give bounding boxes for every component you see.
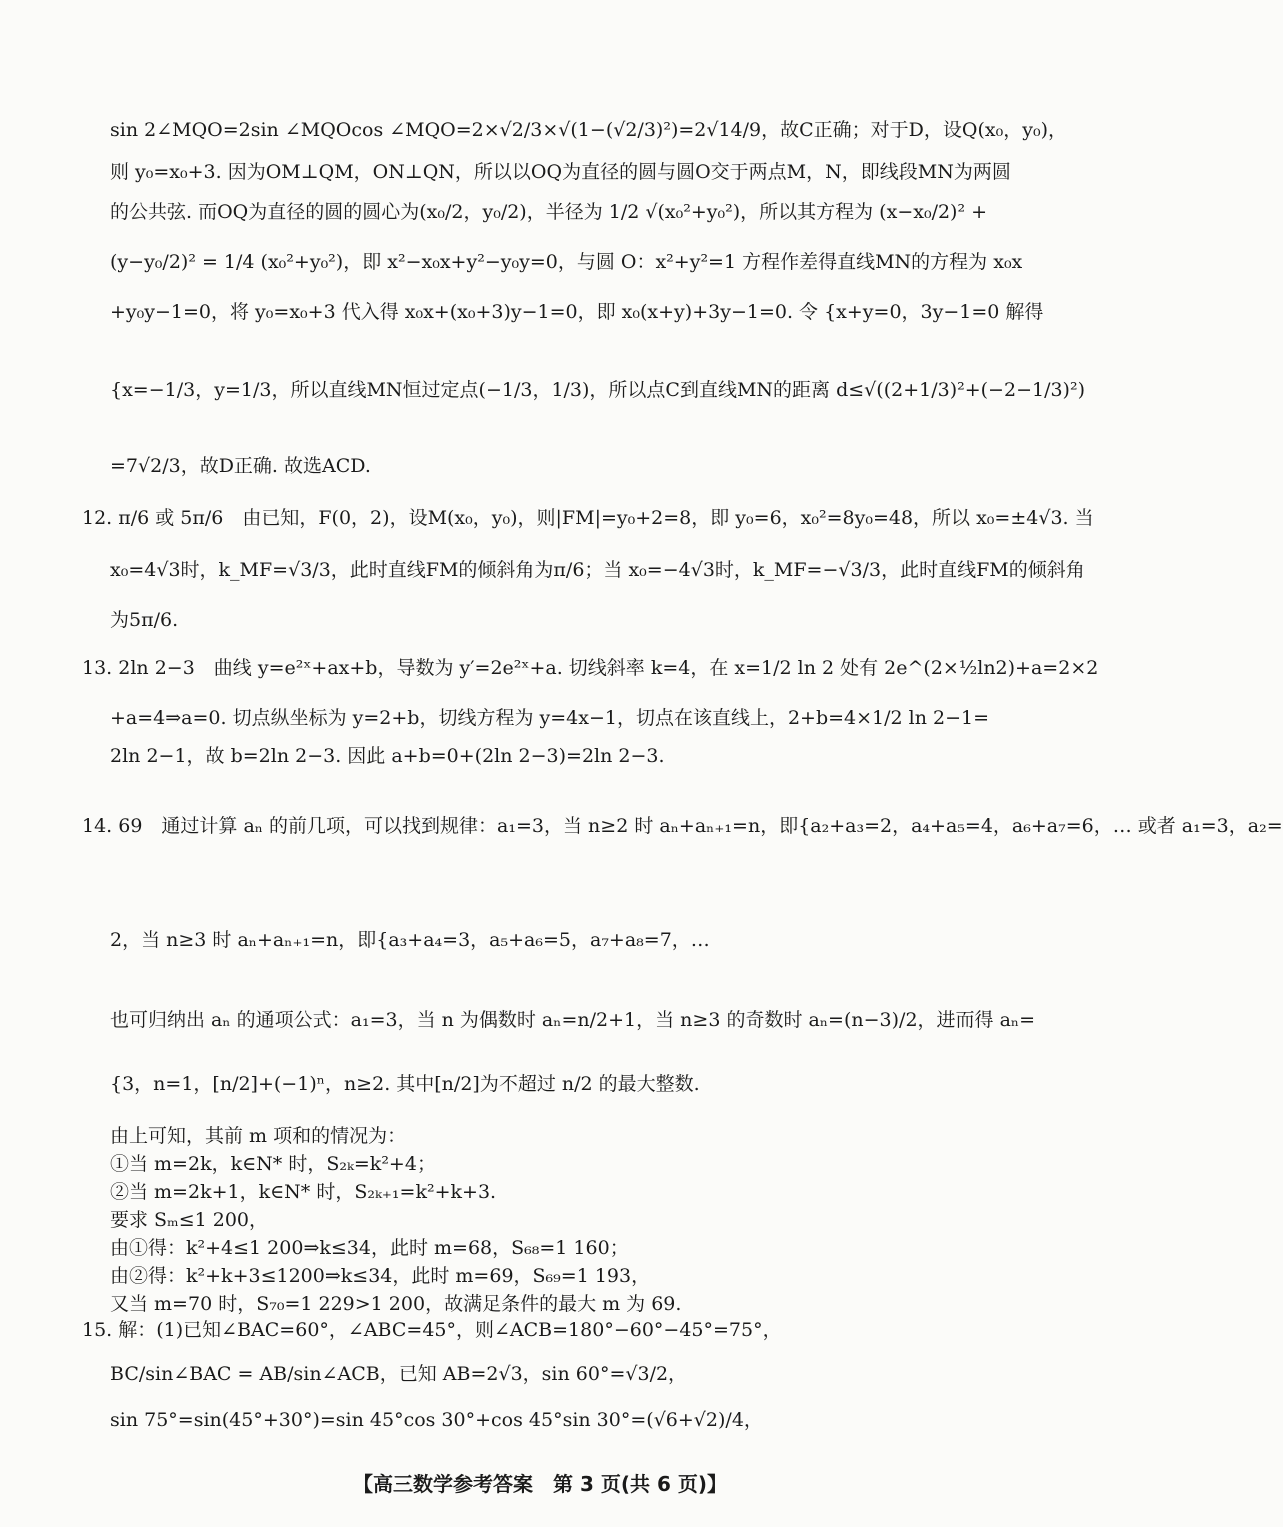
page-footer: 【高三数学参考答案 第 3 页(共 6 页)】 — [353, 1472, 727, 1496]
text-line: +a=4⇒a=0. 切点纵坐标为 y=2+b，切线方程为 y=4x−1，切点在该直线上，2+b=4×1/2 ln 2−1= — [110, 707, 990, 729]
problem-13-line: 13. 2ln 2−3 曲线 y=e²ˣ+ax+b，导数为 y′=2e²ˣ+a. 切线斜率 k=4，在 x=1/2 ln 2 处有 2e^(2×½ln2)+a=2×2 — [82, 657, 1099, 679]
text-line: 2，当 n≥3 时 aₙ+aₙ₊₁=n，即{a₃+a₄=3，a₅+a₆=5，a₇+a₈=7，… — [110, 929, 710, 951]
text-line: 为5π/6. — [110, 609, 179, 631]
problem-15-line: 15. 解：(1)已知∠BAC=60°，∠ABC=45°，则∠ACB=180°−60°−45°=75°， — [82, 1319, 782, 1341]
problem-14-line: 14. 69 通过计算 aₙ 的前几项，可以找到规律：a₁=3，当 n≥2 时 aₙ+aₙ₊₁=n，即{a₂+a₃=2，a₄+a₅=4，a₆+a₇=6，… 或者 a₁=3，a₂= — [82, 815, 1283, 837]
text-line: {x=−1/3，y=1/3，所以直线MN恒过定点(−1/3，1/3)，所以点C到直线MN的距离 d≤√((2+1/3)²+(−2−1/3)²) — [110, 379, 1086, 401]
text-line: {3，n=1，[n/2]+(−1)ⁿ，n≥2. 其中[n/2]为不超过 n/2 的最大整数. — [110, 1073, 700, 1095]
text-line: 的公共弦. 而OQ为直径的圆的圆心为(x₀/2，y₀/2)，半径为 1/2 √(x₀²+y₀²)，所以其方程为 (x−x₀/2)² + — [110, 201, 988, 223]
text-line: 由上可知，其前 m 项和的情况为： — [110, 1125, 407, 1147]
text-line: 由②得：k²+k+3≤1200⇒k≤34，此时 m=69，S₆₉=1 193， — [110, 1265, 651, 1287]
text-line: 2ln 2−1，故 b=2ln 2−3. 因此 a+b=0+(2ln 2−3)=2ln 2−3. — [110, 745, 665, 767]
text-line: ①当 m=2k，k∈N* 时，S₂ₖ=k²+4； — [110, 1153, 436, 1175]
text-line: 也可归纳出 aₙ 的通项公式：a₁=3，当 n 为偶数时 aₙ=n/2+1，当 n≥3 的奇数时 aₙ=(n−3)/2，进而得 aₙ= — [110, 1009, 1036, 1031]
text-line: ②当 m=2k+1，k∈N* 时，S₂ₖ₊₁=k²+k+3. — [110, 1181, 497, 1203]
text-line: sin 2∠MQO=2sin ∠MQOcos ∠MQO=2×√2/3×√(1−(√2/3)²)=2√14/9，故C正确；对于D，设Q(x₀，y₀)， — [110, 119, 1067, 141]
text-line: 由①得：k²+4≤1 200⇒k≤34，此时 m=68，S₆₈=1 160； — [110, 1237, 629, 1259]
text-line: 要求 Sₘ≤1 200， — [110, 1209, 269, 1231]
problem-12-line: 12. π/6 或 5π/6 由已知，F(0，2)，设M(x₀，y₀)，则|FM|=y₀+2=8，即 y₀=6，x₀²=8y₀=48，所以 x₀=±4√3. 当 — [82, 507, 1094, 529]
text-line: BC/sin∠BAC = AB/sin∠ACB，已知 AB=2√3，sin 60°=√3/2， — [110, 1363, 688, 1385]
text-line: =7√2/3，故D正确. 故选ACD. — [110, 455, 371, 477]
text-line: 则 y₀=x₀+3. 因为OM⊥QM，ON⊥QN，所以以OQ为直径的圆与圆O交于两点M，N，即线段MN为两圆 — [110, 161, 1011, 183]
text-line: sin 75°=sin(45°+30°)=sin 45°cos 30°+cos 45°sin 30°=(√6+√2)/4， — [110, 1409, 763, 1431]
text-line: +y₀y−1=0，将 y₀=x₀+3 代入得 x₀x+(x₀+3)y−1=0，即 x₀(x+y)+3y−1=0. 令 {x+y=0，3y−1=0 解得 — [110, 301, 1044, 323]
text-line: (y−y₀/2)² = 1/4 (x₀²+y₀²)，即 x²−x₀x+y²−y₀y=0，与圆 O：x²+y²=1 方程作差得直线MN的方程为 x₀x — [110, 251, 1023, 273]
text-line: 又当 m=70 时，S₇₀=1 229>1 200，故满足条件的最大 m 为 69. — [110, 1293, 682, 1315]
text-line: x₀=4√3时，k_MF=√3/3，此时直线FM的倾斜角为π/6；当 x₀=−4√3时，k_MF=−√3/3，此时直线FM的倾斜角 — [110, 559, 1085, 581]
